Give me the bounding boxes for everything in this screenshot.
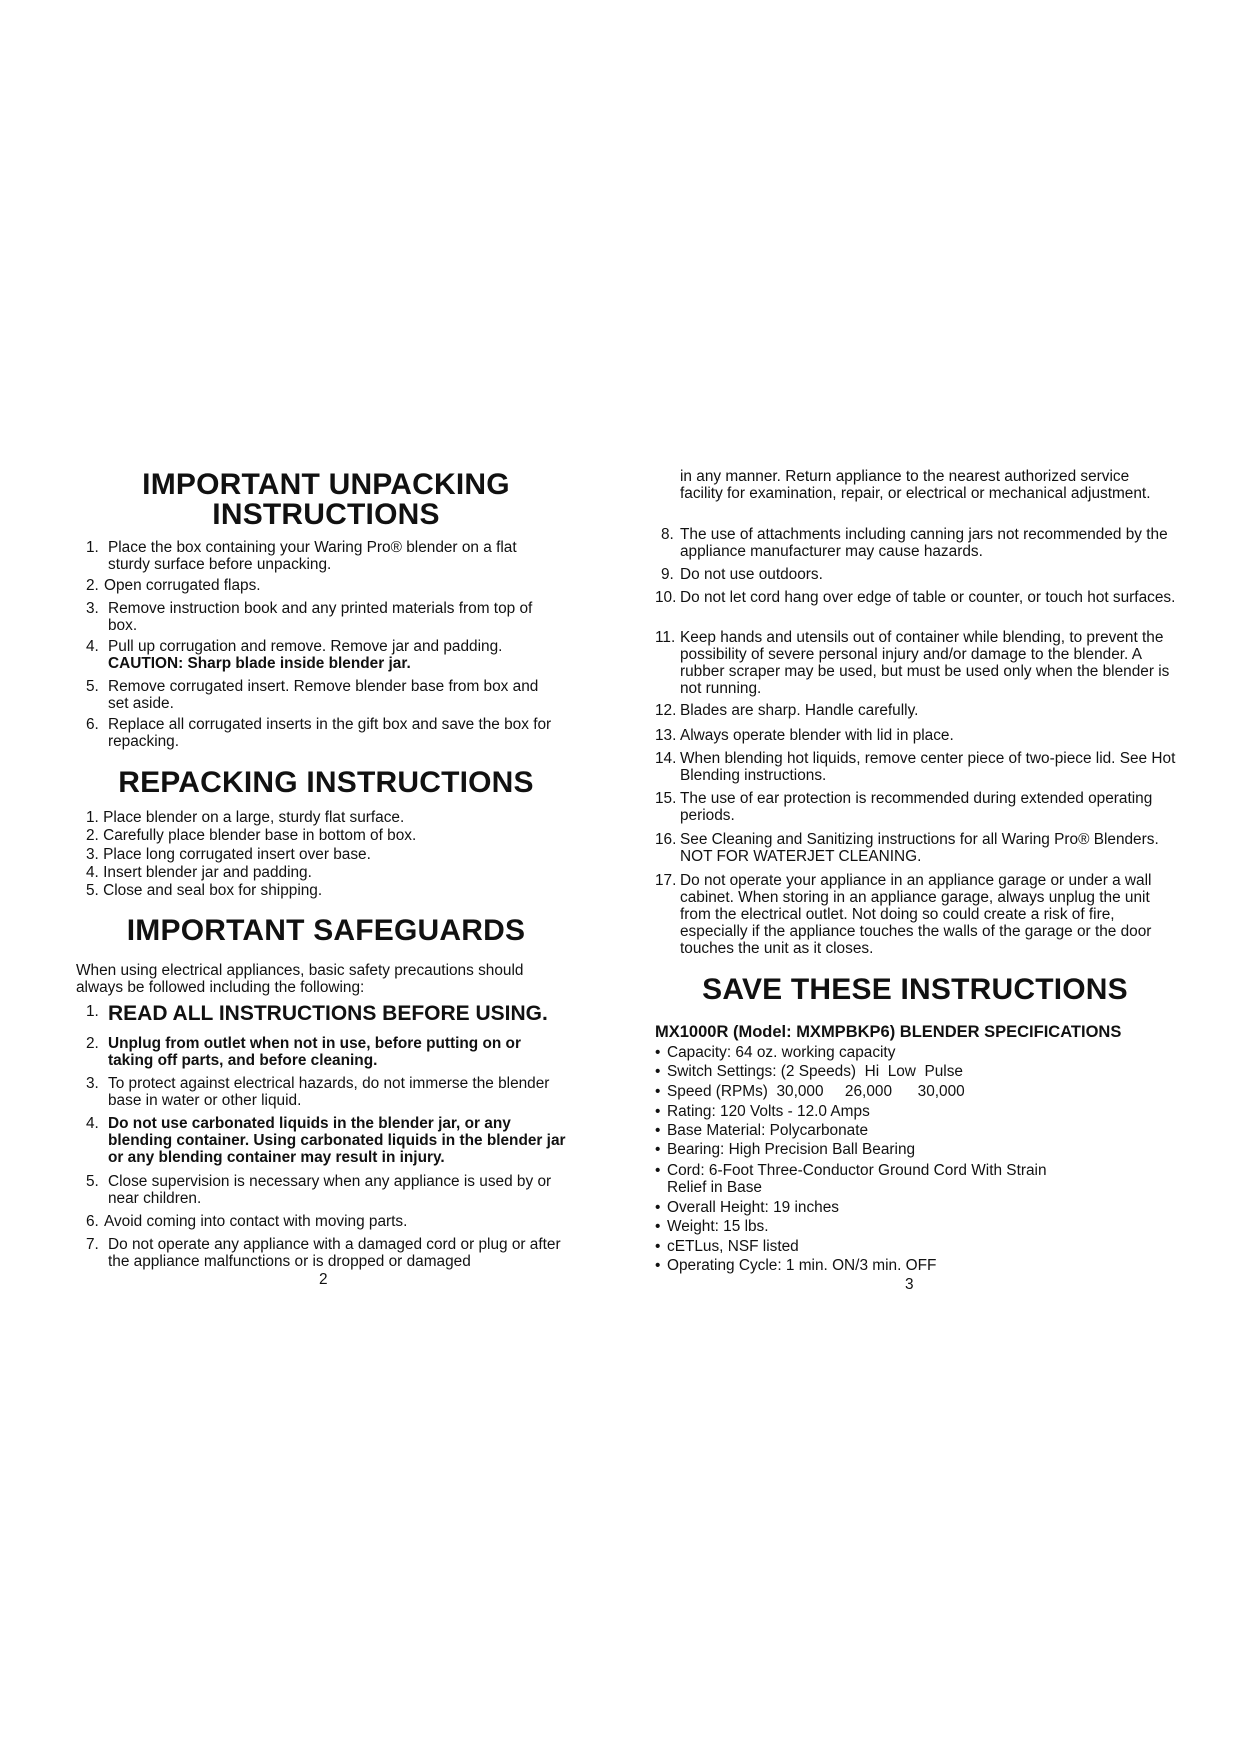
list-item: 4. Pull up corrugation and remove. Remove jar and padding. CAUTION: Sharp blade inside blender jar. <box>86 638 503 672</box>
list-item: 12. Blades are sharp. Handle carefully. <box>655 702 919 719</box>
safeguards-intro: When using electrical appliances, basic safety precautions should always be followed including the following: <box>76 962 524 996</box>
list-item: 2. Carefully place blender base in bottom of box. <box>86 827 417 844</box>
list-item: 3. Place long corrugated insert over base. <box>86 846 371 863</box>
list-item: 6. Avoid coming into contact with moving parts. <box>86 1213 408 1230</box>
spec-item: • Overall Height: 19 inches <box>655 1199 839 1216</box>
list-item: 1. READ ALL INSTRUCTIONS BEFORE USING. <box>86 1002 548 1025</box>
spec-item: • Rating: 120 Volts - 12.0 Amps <box>655 1103 870 1120</box>
spec-item: • Cord: 6-Foot Three-Conductor Ground Cord With Strain Relief in Base <box>655 1162 1047 1196</box>
spec-item: • Speed (RPMs) 30,000 26,000 30,000 <box>655 1083 965 1100</box>
spec-item: • Operating Cycle: 1 min. ON/3 min. OFF <box>655 1257 937 1274</box>
list-item: 4. Do not use carbonated liquids in the blender jar, or any blending container. Using carbonated liquids in the blender jar or any blending container may result in injury. <box>86 1115 566 1166</box>
unpacking-title: IMPORTANT UNPACKING INSTRUCTIONS <box>142 468 510 531</box>
spec-item: • Bearing: High Precision Ball Bearing <box>655 1141 916 1158</box>
list-item: 10. Do not let cord hang over edge of table or counter, or touch hot surfaces. <box>655 589 1176 606</box>
list-item: 3. To protect against electrical hazards, do not immerse the blender base in water or other liquid. <box>86 1075 550 1109</box>
list-item: 14. When blending hot liquids, remove center piece of two-piece lid. See Hot Blending instructions. <box>655 750 1176 784</box>
list-item: 1. Place blender on a large, sturdy flat surface. <box>86 809 405 826</box>
continued-text: in any manner. Return appliance to the nearest authorized service facility for examination, repair, or electrical or mechanical adjustment. <box>680 468 1151 502</box>
list-item: 1. Place the box containing your Waring Pro® blender on a flat sturdy surface before unpacking. <box>86 539 517 573</box>
list-item: 9. Do not use outdoors. <box>661 566 823 583</box>
spec-title: MX1000R (Model: MXMPBKP6) BLENDER SPECIFICATIONS <box>655 1023 1122 1041</box>
spec-item: • cETLus, NSF listed <box>655 1238 799 1255</box>
list-item: 15. The use of ear protection is recommended during extended operating periods. <box>655 790 1153 824</box>
list-item: 5. Close and seal box for shipping. <box>86 882 323 899</box>
spec-item: • Weight: 15 lbs. <box>655 1218 769 1235</box>
list-item: 2. Unplug from outlet when not in use, before putting on or taking off parts, and before cleaning. <box>86 1035 521 1069</box>
page-number: 2 <box>319 1271 328 1288</box>
list-item: 4. Insert blender jar and padding. <box>86 864 312 881</box>
list-item: 5. Close supervision is necessary when any appliance is used by or near children. <box>86 1173 552 1207</box>
spec-item: • Base Material: Polycarbonate <box>655 1122 869 1139</box>
list-item: 13. Always operate blender with lid in place. <box>655 727 954 744</box>
list-item: 2. Open corrugated flaps. <box>86 577 261 594</box>
list-item: 3. Remove instruction book and any printed materials from top of box. <box>86 600 533 634</box>
spec-item: • Capacity: 64 oz. working capacity <box>655 1044 896 1061</box>
page-number: 3 <box>905 1276 914 1293</box>
list-item: 6. Replace all corrugated inserts in the gift box and save the box for repacking. <box>86 716 552 750</box>
spec-item: • Switch Settings: (2 Speeds) Hi Low Pulse <box>655 1063 963 1080</box>
list-item: 16. See Cleaning and Sanitizing instructions for all Waring Pro® Blenders. NOT FOR WATERJET CLEANING. <box>655 831 1159 865</box>
safeguards-title: IMPORTANT SAFEGUARDS <box>126 914 526 947</box>
list-item: 7. Do not operate any appliance with a damaged cord or plug or after the appliance malfunctions or is dropped or damaged <box>86 1236 561 1270</box>
list-item: 17. Do not operate your appliance in an appliance garage or under a wall cabinet. When storing in an appliance garage, always unplug the unit from the electrical outlet. Not doing so could create a risk of fire, especially if the appliance touches the walls of the garage or the door touches the unit as it closes. <box>655 872 1152 957</box>
list-item: 8. The use of attachments including canning jars not recommended by the appliance manufacturer may cause hazards. <box>661 526 1168 560</box>
save-title: SAVE THESE INSTRUCTIONS <box>702 973 1128 1006</box>
list-item: 5. Remove corrugated insert. Remove blender base from box and set aside. <box>86 678 539 712</box>
list-item: 11. Keep hands and utensils out of container while blending, to prevent the possibility of severe personal injury and/or damage to the blender. A rubber scraper may be used, but must be used only when the blender is not running. <box>655 629 1170 697</box>
repacking-title: REPACKING INSTRUCTIONS <box>118 766 534 799</box>
